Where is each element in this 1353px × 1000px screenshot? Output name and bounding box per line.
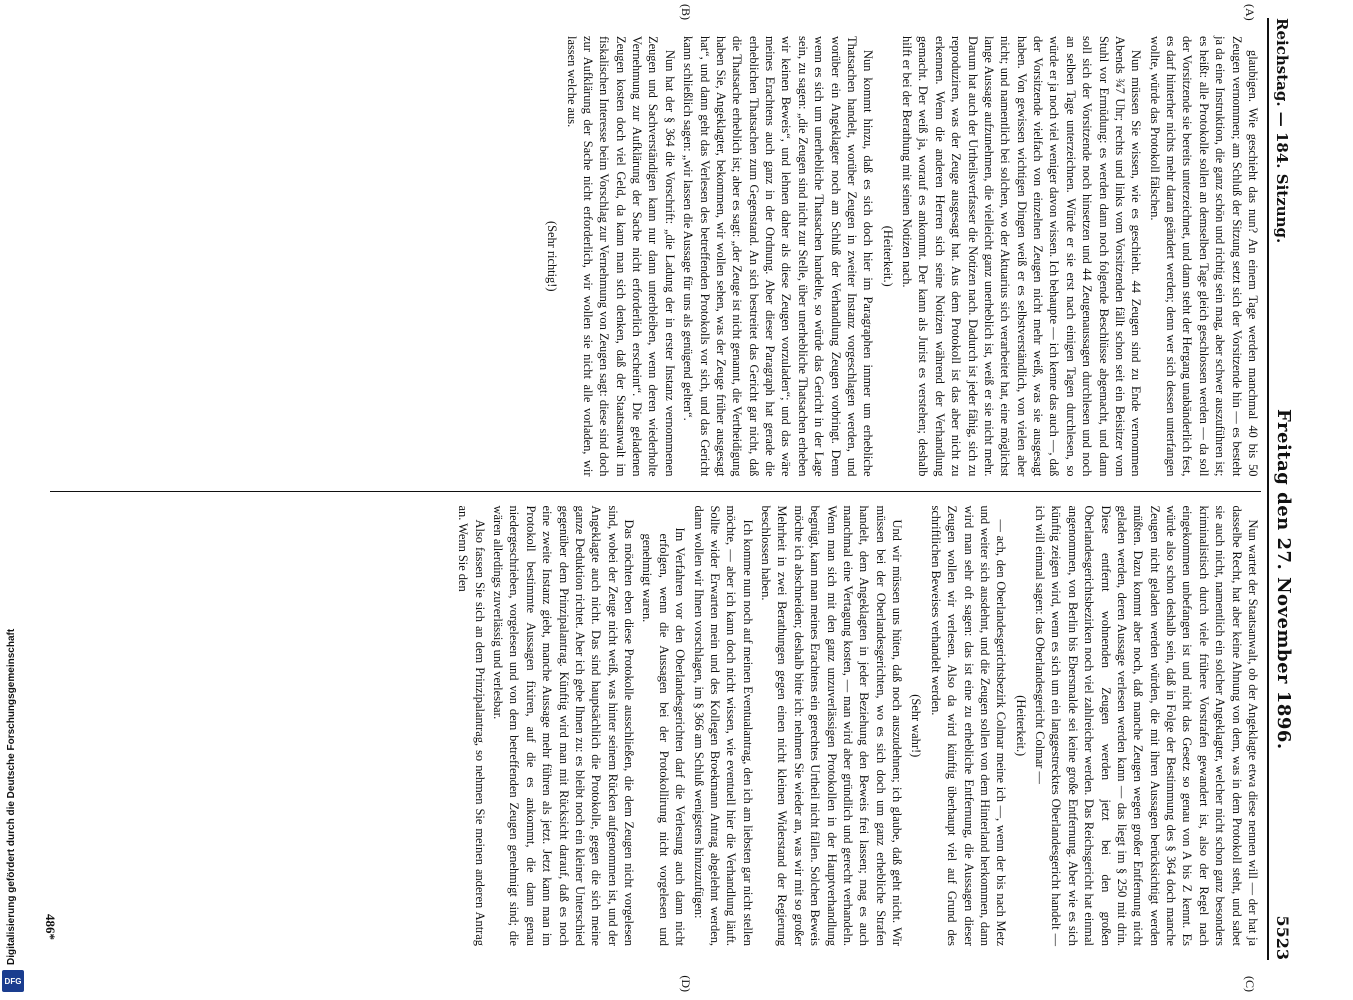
margin-letter-d: (D): [679, 975, 693, 992]
text-columns: [50, 22, 1261, 960]
paragraph: Ich komme nun noch auf meinen Eventualantrag, den ich am liebsten gar nicht stellen möchte, — aber ich kann doch nicht wissen, wie eventuell hier die Verhandlung läuft. Sollte wider Erwarten mein und des Kollegen Broekmann Antrag abgelehnt werden, dann wollen wir Ihnen vorschlagen, im § 366 am Schluß wenigstens hinzuzufügen:: [691, 505, 755, 946]
sheet-number: 486*: [43, 914, 58, 940]
interjection: (Heiterkeit.): [1013, 695, 1028, 757]
paragraph: Und wir müssen uns hüten, daß noch auszudehnen; ich glaube, daß geht nicht. Wir müssen bei der Oberlandesgerichten, wo es sich doch um ganz erhebliche Strafen handelt, dem Angeklagten in jeder Beziehung den Beweis frei lassen; mag es auch manchmal eine Vertagung kosten, — man wird aber gründlich und gerecht verhandeln. Wenn man sich mit den ganz unzuverlässigen Protokollen in der Hauptverhandlung begnügt, kann man meines Erachtens ein gerechtes Urtheil nicht fällen. Solchen Beweis möchte ich abschneiden; deshalb bitte ich: nehmen Sie wieder an, was wir mit so großer Mehrheit in zwei Berathungen gegen einen nicht kleinen Widerstand der Regierung beschlossen haben.: [759, 505, 905, 946]
digitization-strip: [0, 0, 28, 1000]
interjection: (Sehr richtig!): [545, 220, 560, 292]
interjection: (Heiterkeit.): [880, 225, 895, 287]
page-number: 5523: [1273, 915, 1292, 960]
margin-letter-a: (A): [1243, 4, 1257, 21]
paragraph: Nun kommt hinzu, daß es sich doch hier im Paragraphen immer um erhebliche Thatsachen handelt, worüber Zeugen in zweiter Instanz vorgeschlagen werden, und worüber ein Angeklagter noch am Schluß der Verhandlung Zeugen vorbringt. Denn wenn es sich um unerhebliche Thatsachen handelte, so würde das Gericht in der Lage sein, zu sagen: „die Zeugen sind nicht zur Stelle, über unerhebliche Thatsachen erheben wir keinen Beweis“, und lehnen daher als diese Zeugen vorzuladen“; und das wäre meines Erachtens auch ganz in der Ordnung. Aber dieser Paragraph hat gerade die erheblichen Thatsachen zum Gegenstand. An sich bestreitet das Gericht gar nicht, daß die Thatsache erheblich ist; aber es sagt: „der Zeuge ist nicht genannt, die Vertheidigung haben Sie, Angeklagter, bekommen, wir wollen sehen, was der Zeuge früher ausgesagt hat“, und dann geht das Verlesen des betreffenden Protokolls vor sich, und das Gericht kann schließlich sagen: „wir lassen die Aussage für uns als genügend gelten“.: [681, 36, 876, 477]
header-date: Freitag den 27. November 1896.: [1273, 409, 1294, 750]
paragraph: glaubigen. Wie geschieht das nun? An einem Tage werden manchmal 40 bis 50 Zeugen vernommen; am Schluß der Sitzung setzt sich der Vorsitzende hin — es besteht ja da eine Instruktion, die ganz schön und richtig sein mag, aber schwer auszuführen ist; es heißt: alle Protokolle sollen an demselben Tage gleich geschlossen werden — da soll der Vorsitzende sie bereits unterzeichnet, und dann steht der Hergang unabänderlich fest, es darf hinterher nichts mehr daran geändert werden; denn wer sich dessen unterfangen wollte, würde das Protokoll fälschen.: [1147, 36, 1260, 477]
paragraph: Das möchten eben diese Protokolle ausschließen, die dem Zeugen nicht vorgelesen sind, wobei der Zeuge nicht weiß, was hinter seinem Rücken aufgenommen ist, und der Angeklagte auch nicht. Das sind hauptsächlich die Protokolle, gegen die sich meine ganze Deduktion richtet. Aber ich gebe Ihnen zu: es bleibt noch ein kleiner Unterschied gegenüber dem Prinzipalantrag. Künftig wird man mit Rücksicht darauf, daß es noch eine zweite Instanz giebt, manche Aussage mehr führen als jetzt. Jetzt kann man im Protokoll bestimmte Aussagen fixiren, auf die es ankommt, die dann genau niedergeschrieben, vorgelesen und von dem betreffenden Zeugen genehmigt sind; die wären allerdings zuverlässig und verlesbar.: [491, 505, 637, 946]
dfg-logo: DFG: [2, 970, 24, 992]
left-column: [50, 22, 1261, 491]
page-header: [1267, 18, 1313, 960]
margin-letter-c: (C): [1243, 976, 1257, 992]
paragraph: Nun müssen Sie wissen, wie es geschieht. 44 Zeugen sind zu Ende vernommen Abends ¾7 Uhr; rechts und links vom Vorsitzenden fällt schon seit ein Beisitzer vom Stuhl vor Ermüdung: es werden dann noch folgende Beschlüsse abgemacht, und dann soll sich der Vorsitzende noch hinsetzen und 44 Zeugenaussagen durchlesen und noch an selben Tage unterzeichnen. Würde er sie erst nach einigen Tagen durchlesen, so würde er ja noch viel weniger davon wissen. Ich behaupte — ich kenne das auch —, daß der Vorsitzende vielfach von einzelnen Zeugen nicht mehr weiß, was sie ausgesagt haben. Von gewissen wichtigen Dingen weiß er es selbstverständlich, von vielen aber nicht; und namentlich bei solchen, wo der Aktuarius sich verarbeitet hat, eine möglichst lange Aussage aufzunehmen, die vielleicht ganz unerheblich ist, weiß er sie nicht mehr. Darum hat auch der Urtheilsverfasser die Notizen nach. Dadurch ist jeder fähig, sich zu reproduziren, was der Zeuge ausgesagt hat. Aus dem Protokoll ist das aber nicht zu erkennen. Wenn die anderen Herren sich seine Notizen während der Verhandlung gemacht. Der weiß ja, worauf es ankommt. Der kann als Jurist es verstehen; deshalb hilft er bei der Berathung mit seinen Notizen nach.: [900, 36, 1144, 477]
right-column: [50, 491, 1261, 961]
quoted-amendment: Im Verfahren vor den Oberlandesgerichten darf die Verlesung auch dann nicht erfolgen, wenn die Aussagen bei der Protokollirung nicht vorgelesen und genehmigt waren.: [640, 527, 688, 946]
paragraph: Also fassen Sie sich an dem Prinzipalantrag, so nehmen Sie meinen anderen Antrag an. Wenn Sie den: [456, 505, 487, 946]
interjection: (Sehr wahr!): [909, 694, 924, 758]
margin-letter-b: (B): [679, 4, 693, 20]
paragraph: Nun wartet der Staatsanwalt, ob der Angeklagte etwa diese nennen will — der hat ja dasselbe Recht, hat aber keine Ahnung von dem, was in dem Protokoll steht, und sabet sie auch nicht, namentlich ein solcher Angeklagter, welcher nicht schon ganz besonders kriminalistisch durch viele frühere Vorstrafen gewandert ist, also der Regel nach eingekommen unbefangen ist und nicht das Gesetz so genau von A bis Z kennt. Es würde also schon deshalb sein, daß in Folge der Bestimmung des § 364 doch manche Zeugen nicht geladen werden würden, die mit ihren Aussagen berücksichtigt werden müßten. Dazu kommt aber noch, daß manche Zeugen wegen großer Entfernung nicht geladen werden, deren Aussage verlesen werden kann — das liegt im § 250 mit drin. Diese entfernt wohnenden Zeugen werden jetzt bei den großen Oberlandesgerichtsbezirken noch viel zahlreicher werden. Das Reichsgericht hat einmal angenommen, von Berlin bis Ebersmalde sei keine große Entfernung. Aber wie es sich künftig zeigen wird, wenn es sich um ein langgestrecktes Oberlandesgericht handelt — ich will einmal sagen: das Oberlandesgericht Colmar —: [1033, 505, 1260, 946]
paragraph: — ach, den Oberlandesgerichtsbezirk Colmar meine ich —, wenn der bis nach Metz und weiter sich ausdehnt, und die Zeugen sollen von dem Hinterland herkommen, dann wird man sehr oft sagen: das ist eine zu erhebliche Entfernung, die Aussagen dieser Zeugen wollen wir verlesen. Also da wird künftig überhaupt viel auf Grund des schriftlichen Beweises verhandelt werden.: [928, 505, 1009, 946]
digitization-note: Digitalisierung gefördert durch die Deutsche Forschungsgemeinschaft: [6, 628, 17, 965]
header-left: Reichstag. — 184. Sitzung.: [1273, 18, 1291, 244]
paragraph: Nun hat der § 364 die Vorschrift: „die Ladung der in erster Instanz vernommenen Zeugen und Sachverständigen kann nur dann unterbleiben, wenn deren wiederholte Vernehmung zur Aufklärung der Sache nicht erforderlich erscheint“. Die geladenen Zeugen kosten doch viel Geld, da kann man sich denken, daß der Staatsanwalt im fiskalischen Interesse beim Vorschlag zur Vernehmung von Zeugen sagt: diese sind doch zur Aufklärung der Sache nicht erforderlich, wir wollen sie nicht alle vorladen, wir lassen welche aus.: [564, 36, 677, 477]
